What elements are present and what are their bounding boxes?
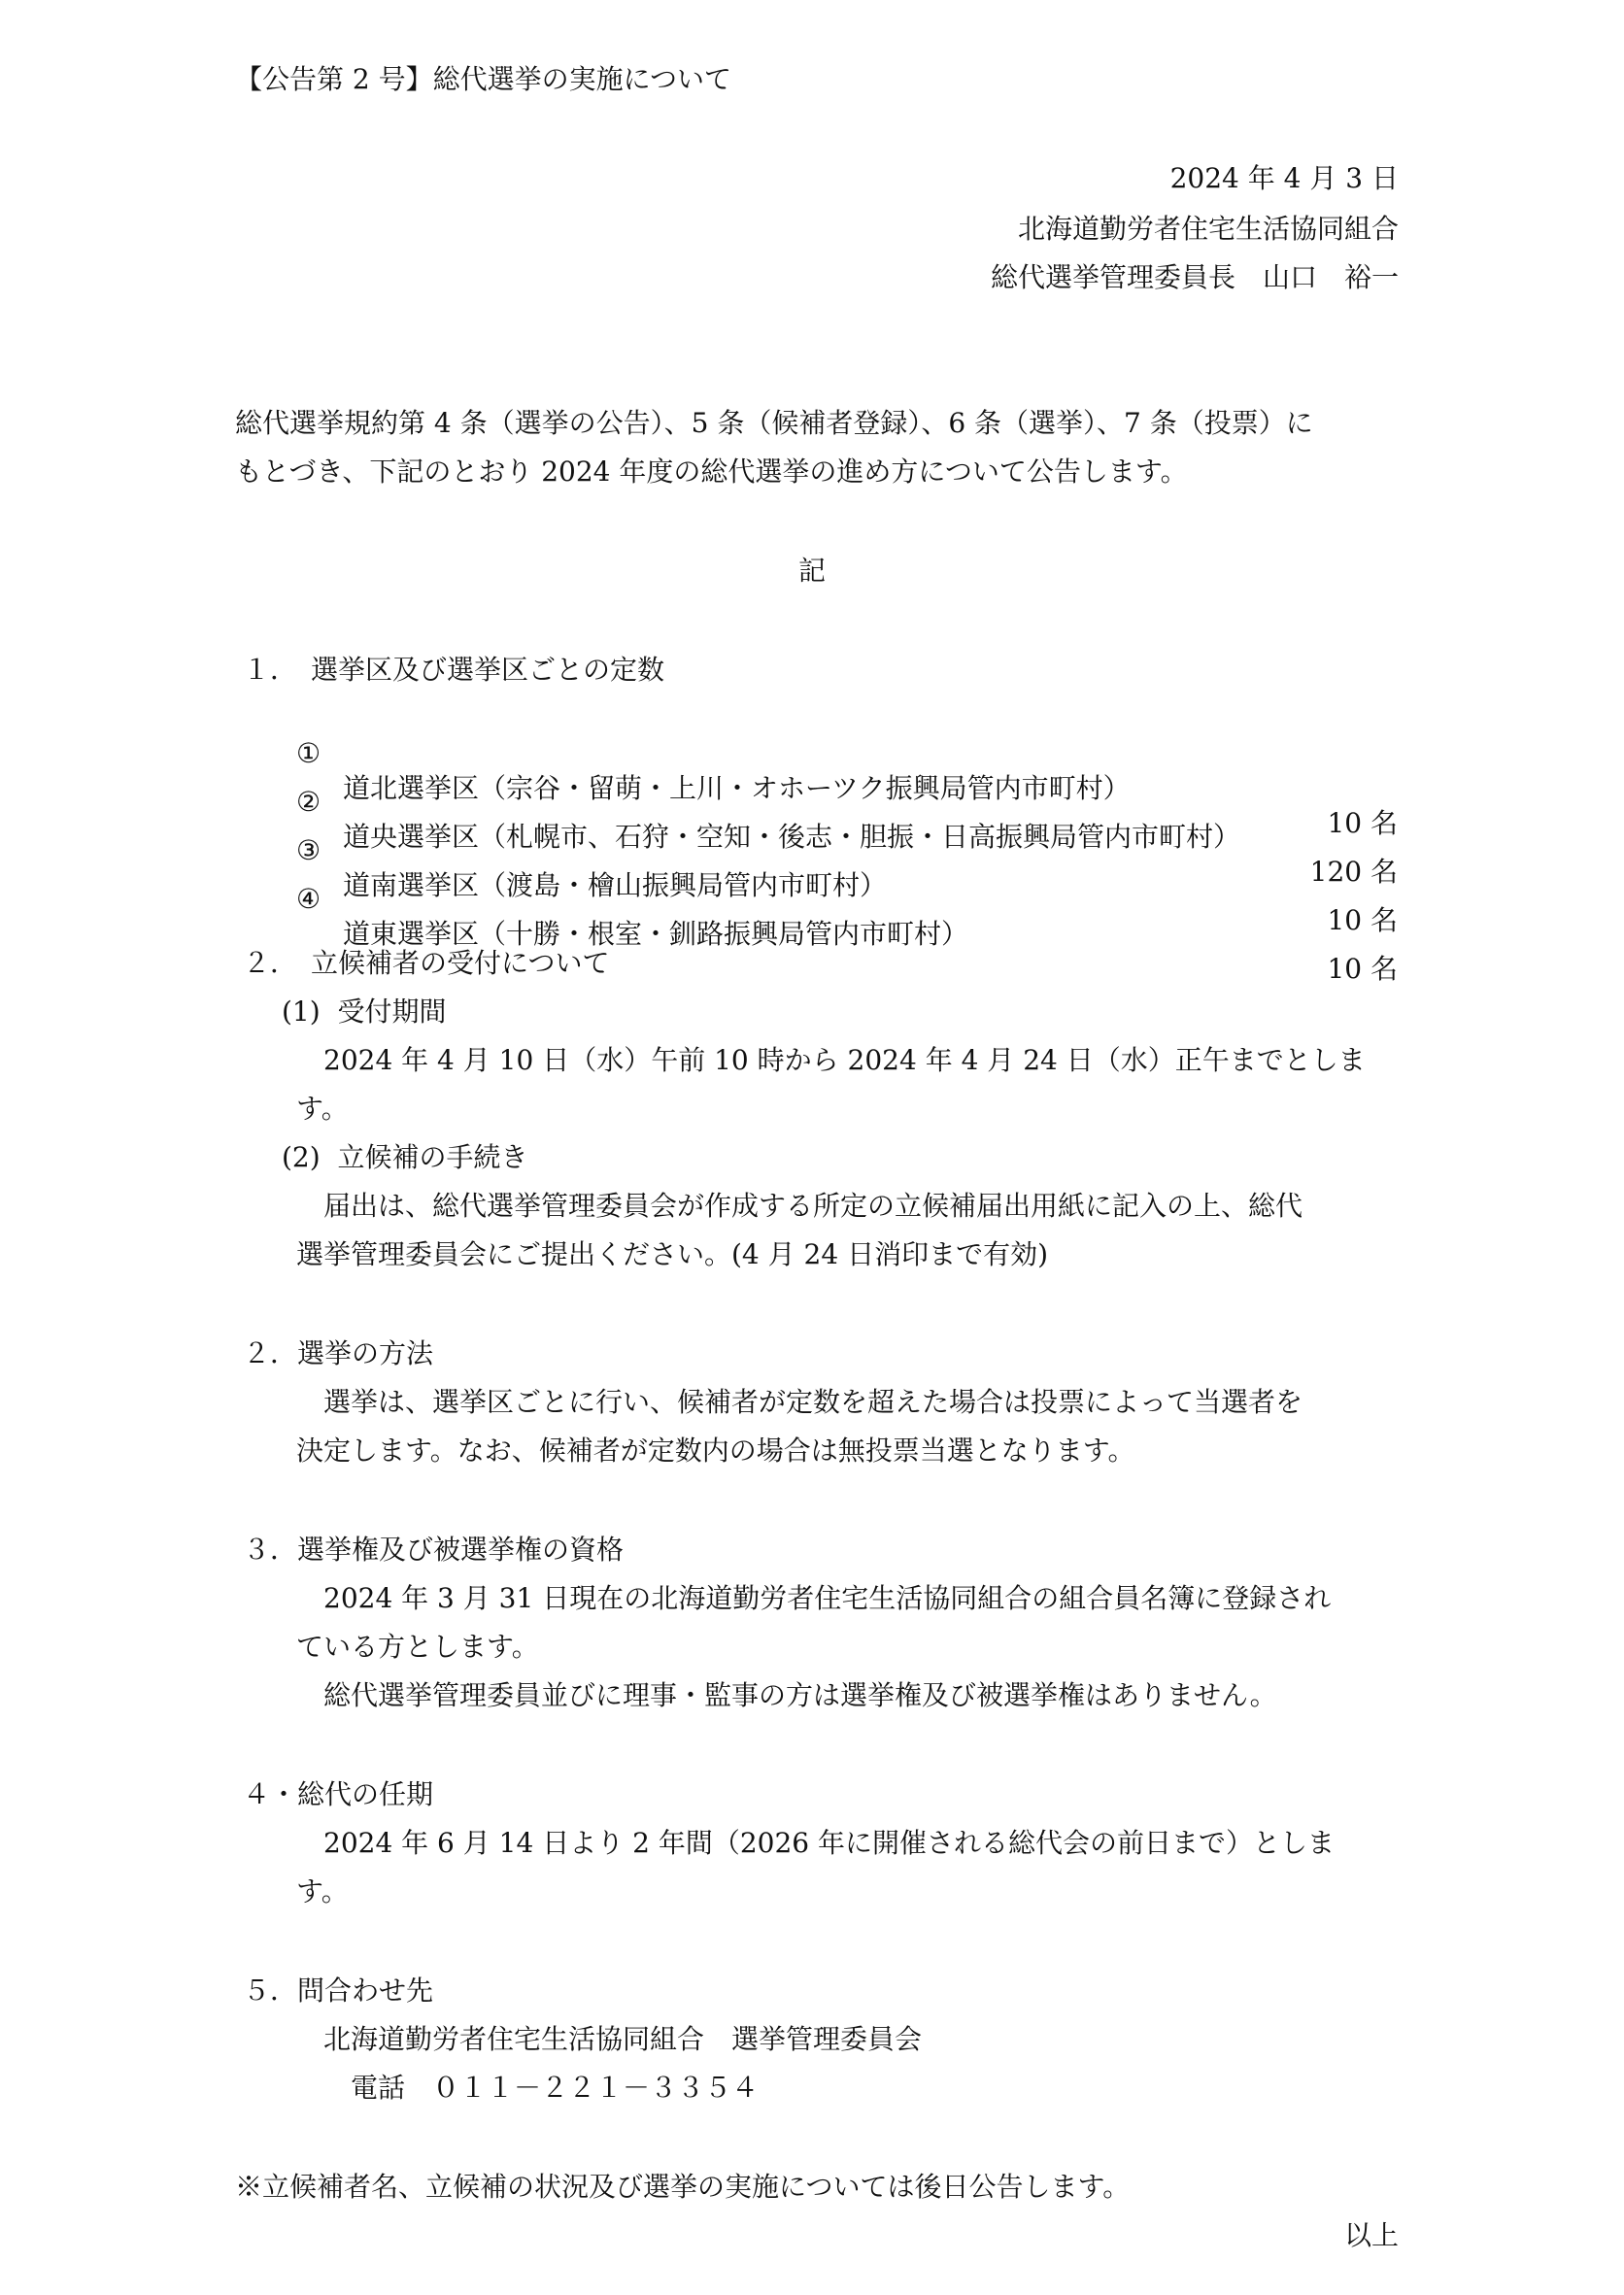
signatory: 総代選挙管理委員長 山口 裕一 [990, 261, 1399, 293]
notice-date: 2024 年 4 月 3 日 [1169, 162, 1399, 194]
district-row [296, 847, 1398, 1022]
district-count: 10 名 [1327, 807, 1398, 839]
section-heading: ５．問合わせ先 [243, 1974, 434, 2007]
contact-organization: 北海道勤労者住宅生活協同組合 選挙管理委員会 [296, 2023, 923, 2055]
district-count: 10 名 [1327, 904, 1398, 936]
body-line: 選挙は、選挙区ごとに行い、候補者が定数を超えた場合は投票によって当選者を [296, 1386, 1303, 1418]
body-line: 届出は、総代選挙管理委員会が作成する所定の立候補届出用紙に記入の上、総代 [296, 1190, 1303, 1222]
body-line: 選挙管理委員会にご提出ください。(4 月 24 日消印まで有効) [296, 1238, 1048, 1270]
district-count: 10 名 [1327, 953, 1398, 985]
district-count: 120 名 [1309, 856, 1398, 888]
closing-ijou: 以上 [1343, 2219, 1399, 2251]
body-line: 2024 年 3 月 31 日現在の北海道勤労者住宅生活協同組合の組合員名簿に登録され [296, 1582, 1332, 1614]
intro-line: もとづき、下記のとおり 2024 年度の総代選挙の進め方について公告します。 [235, 456, 1188, 488]
section-heading: ２． 立候補者の受付について [243, 947, 610, 979]
section-heading: ２．選挙の方法 [243, 1337, 434, 1369]
organization-name: 北海道勤労者住宅生活協同組合 [1017, 213, 1399, 245]
subsection-heading: (2) 立候補の手続き [282, 1141, 528, 1173]
footnote: ※立候補者名、立候補の状況及び選挙の実施については後日公告します。 [235, 2171, 1131, 2203]
section-heading: ４・総代の任期 [243, 1778, 434, 1810]
body-line: 総代選挙管理委員並びに理事・監事の方は選挙権及び被選挙権はありません。 [296, 1679, 1277, 1711]
body-line: 2024 年 4 月 10 日（水）午前 10 時から 2024 年 4 月 24 日（水）正午までとしま [296, 1044, 1366, 1076]
district-name: 道東選挙区（十勝・根室・釧路振興局管内市町村） [343, 918, 969, 950]
body-line: 2024 年 6 月 14 日より 2 年間（2026 年に開催される総代会の前日まで）としま [296, 1827, 1335, 1859]
district-number: ① [296, 737, 321, 769]
district-number: ② [296, 786, 321, 818]
body-line: す。 [296, 1875, 349, 1907]
ki-heading: 記 [797, 555, 826, 587]
body-line: 決定します。なお、候補者が定数内の場合は無投票当選となります。 [296, 1434, 1135, 1467]
body-line: ている方とします。 [296, 1631, 539, 1663]
district-name: 道南選挙区（渡島・檜山振興局管内市町村） [343, 869, 888, 901]
district-name: 道北選挙区（宗谷・留萌・上川・オホーツク振興局管内市町村） [343, 772, 1131, 804]
district-number: ④ [296, 883, 321, 915]
district-number: ③ [296, 834, 321, 866]
section-heading: ３．選挙権及び被選挙権の資格 [243, 1534, 625, 1566]
section-heading: １． 選挙区及び選挙区ごとの定数 [243, 654, 665, 686]
notice-title: 【公告第 2 号】総代選挙の実施について [235, 63, 732, 95]
intro-line: 総代選挙規約第 4 条（選挙の公告）、5 条（候補者登録）、6 条（選挙）、7 条（投票）に [235, 407, 1313, 439]
body-line: す。 [296, 1093, 349, 1125]
district-name: 道央選挙区（札幌市、石狩・空知・後志・胆振・日高振興局管内市町村） [343, 821, 1241, 853]
subsection-heading: (1) 受付期間 [282, 996, 447, 1028]
contact-phone: 電話 ０１１－２２１－３３５４ [296, 2072, 760, 2104]
